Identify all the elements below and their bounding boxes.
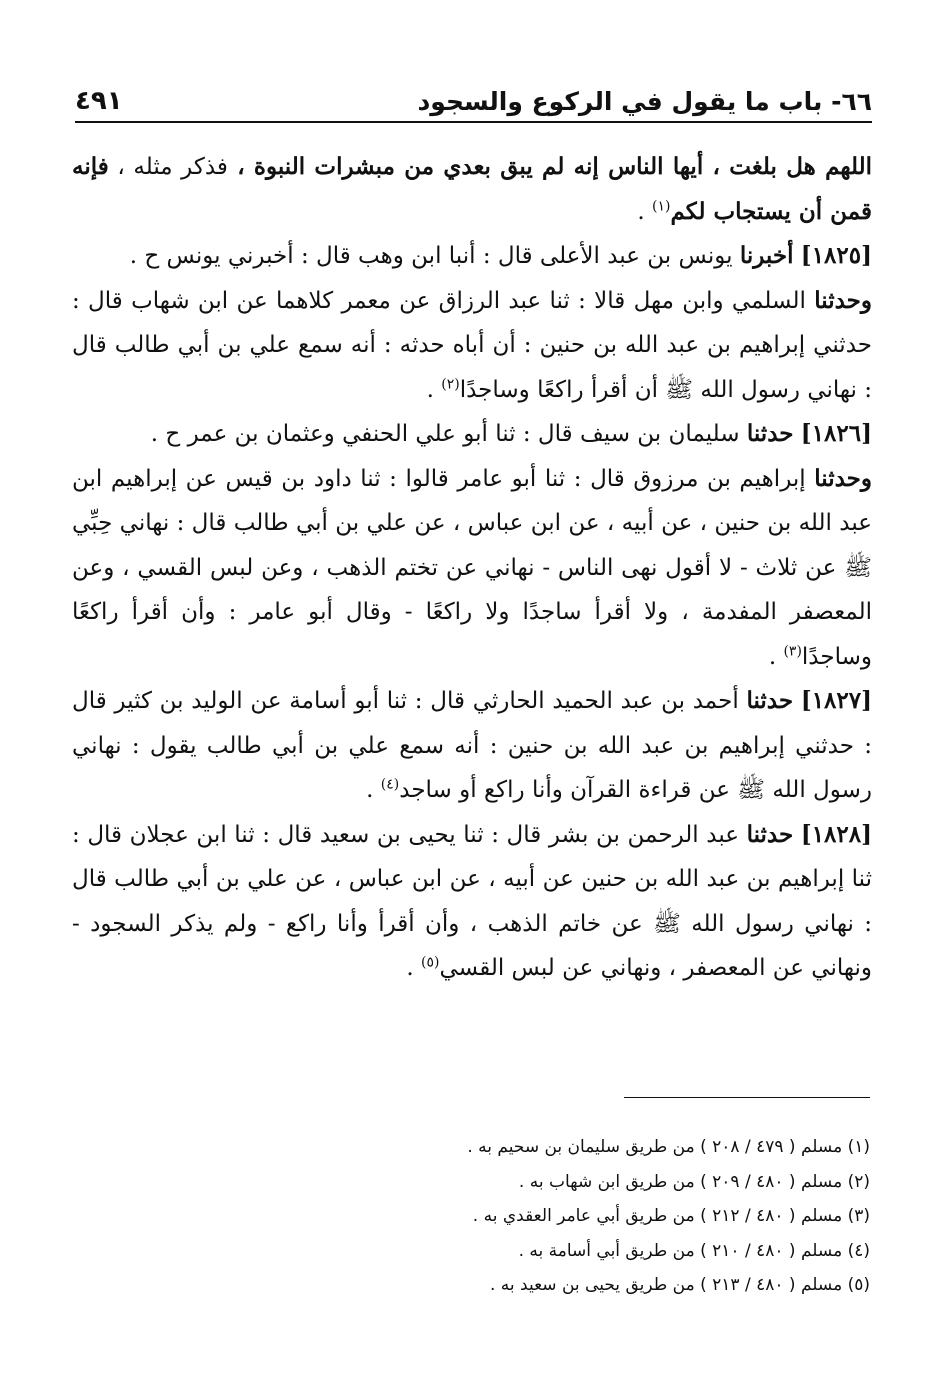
paragraph-text: السلمي وابن مهل قالا : ثنا عبد الرزاق عن معمر كلاهما عن ابن شهاب قال : حدثني إبراهيم بن عبد الله بن حنين : أن أباه حدثه : أنه سمع علي بن أبي طالب قال : نهاني رسول الله ﷺ أن أقرأ راكعًا وساجدًا [72, 287, 872, 403]
hadith-paragraph [72, 813, 872, 991]
footnote-ref[interactable]: (١) [652, 197, 671, 214]
footnote: (٤) مسلم ( ٤٨٠ / ٢١٠ ) من طريق أبي أسامة به . [518, 1240, 870, 1261]
footnote-divider [624, 1097, 870, 1098]
page-header [75, 72, 872, 116]
footnote: (١) مسلم ( ٤٧٩ / ٢٠٨ ) من طريق سليمان بن سحيم به . [467, 1137, 870, 1157]
footnote-ref[interactable]: (٢) [441, 375, 460, 392]
hadith-paragraph [72, 279, 872, 413]
isnad-lead: حدثنا [746, 687, 794, 714]
running-title: ٦٦- باب ما يقول في الركوع والسجود [417, 87, 872, 116]
footnotes [72, 1130, 870, 1303]
isnad-lead: وحدثنا [814, 464, 872, 492]
paragraph-text: سليمان بن سيف قال : ثنا أبو علي الحنفي وعثمان بن عمر ح . [150, 421, 747, 447]
paragraph-continuation [72, 145, 872, 234]
isnad-lead: وحدثنا [814, 286, 872, 314]
paragraph-text: إبراهيم بن مرزوق قال : ثنا أبو عامر قالوا : ثنا داود بن قيس عن إبراهيم ابن عبد الله بن حنين ، عن أبيه ، عن ابن عباس ، عن علي بن أبي طالب قال : نهاني حِبِّي ﷺ عن ثلاث - لا أقول نهى الناس - نهاني عن تختم الذهب ، وعن لبس القسي ، وعن المعصفر المفدمة ، ولا أقرأ ساجدًا ولا راكعًا - وقال أبو عامر : وأن أقرأ راكعًا وساجدًا [72, 465, 872, 670]
isnad-lead: أخبرنا [739, 242, 794, 269]
paragraph-tail: . [366, 777, 381, 803]
main-text [72, 145, 872, 991]
hadith-number: [١٨٢٨] [800, 820, 873, 848]
footnote: (٢) مسلم ( ٤٨٠ / ٢٠٩ ) من طريق ابن شهاب به . [518, 1171, 870, 1192]
paragraph-bold-text: فإنه قمن أن يستجاب لكم [72, 153, 872, 225]
isnad-lead: حدثنا [746, 420, 794, 447]
paragraph-text: فذكر مثله ، [108, 154, 228, 180]
paragraph-text: أحمد بن عبد الحميد الحارثي قال : ثنا أبو أسامة عن الوليد بن كثير قال : حدثني إبراهيم بن عبد الله بن حنين : أنه سمع علي بن أبي طالب يقول : نهاني رسول الله ﷺ عن قراءة القرآن وأنا راكع أو ساجد [72, 688, 872, 803]
footnote: (٣) مسلم ( ٤٨٠ / ٢١٢ ) من طريق أبي عامر العقدي به . [472, 1206, 870, 1226]
header-divider [75, 121, 872, 123]
paragraph-text: يونس بن عبد الأعلى قال : أنبا ابن وهب قال : أخبرني يونس ح . [129, 243, 740, 269]
footnote-ref[interactable]: (٤) [380, 776, 400, 793]
hadith-paragraph [72, 457, 872, 680]
hadith-number: [١٨٢٥] [800, 242, 872, 269]
isnad-lead: حدثنا [746, 820, 794, 848]
footnote: (٥) مسلم ( ٤٨٠ / ٢١٣ ) من طريق يحيى بن سعيد به . [490, 1275, 870, 1295]
footnote-ref[interactable]: (٥) [421, 954, 440, 971]
paragraph-text: عبد الرحمن بن بشر قال : ثنا يحيى بن سعيد قال : ثنا ابن عجلان قال : ثنا إبراهيم بن عبد الله بن حنين عن أبيه ، عن ابن عباس ، عن علي بن أبي طالب قال : نهاني رسول الله ﷺ عن خاتم الذهب ، وأن أقرأ وأنا راكع - ولم يذكر السجود - ونهاني عن المعصفر ، ونهاني عن لبس القسي [72, 821, 872, 981]
page-number: ٤٩١ [75, 86, 123, 116]
hadith-number: [١٨٢٦] [800, 420, 872, 447]
paragraph-tail: . [768, 643, 784, 670]
hadith-number: [١٨٢٧] [800, 687, 873, 714]
hadith-paragraph [72, 412, 872, 457]
paragraph-tail: . [406, 955, 422, 981]
footnote-ref[interactable]: (٣) [783, 642, 802, 659]
hadith-paragraph [72, 234, 872, 279]
paragraph-tail: . [637, 198, 653, 225]
paragraph-bold-text: اللهم هل بلغت ، أيها الناس إنه لم يبق بعدي من مبشرات النبوة ، [227, 153, 872, 180]
hadith-paragraph [72, 679, 872, 813]
paragraph-tail: . [426, 376, 442, 403]
